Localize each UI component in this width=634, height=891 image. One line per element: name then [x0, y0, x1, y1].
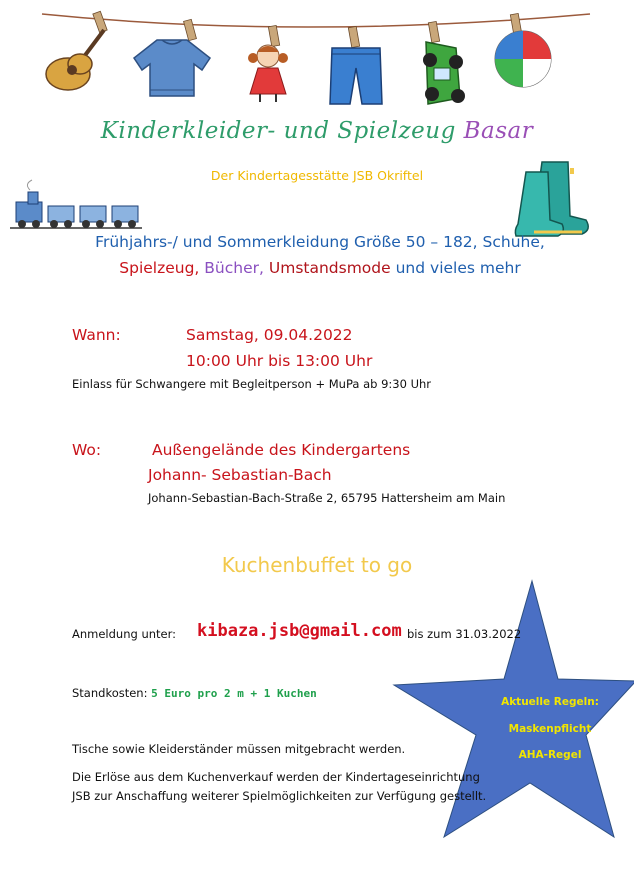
wo-place-2: Johann- Sebastian-Bach [148, 466, 332, 484]
wann-date: Samstag, 09.04.2022 [186, 326, 353, 344]
subtitle: Der Kindertagesstätte JSB Okriftel [210, 168, 424, 183]
star-rule-mask: Maskenpflicht [508, 723, 592, 735]
erloese-line-2: JSB zur Anschaffung weiterer Spielmöglichkeiten zur Verfügung gestellt. [72, 789, 487, 803]
erloese-line-1: Die Erlöse aus dem Kuchenverkauf werden der Kindertageseinrichtung [72, 770, 480, 784]
star-shape [380, 575, 634, 845]
standkosten-line [72, 686, 317, 700]
page-title [0, 118, 634, 144]
standkosten-label: Standkosten: [72, 686, 148, 700]
sweater-icon [132, 36, 212, 98]
beach-ball-icon [492, 28, 554, 90]
standkosten-value: 5 Euro pro 2 m + 1 Kuchen [151, 687, 317, 700]
wo-address: Johann-Sebastian-Bach-Straße 2, 65795 Hattersheim am Main [148, 491, 506, 505]
doll-icon [240, 40, 296, 104]
wo-place-1: Außengelände des Kindergartens [152, 441, 411, 459]
anmeldung-deadline: bis zum 31.03.2022 [407, 627, 522, 641]
guitar-icon [40, 24, 110, 96]
email-link[interactable]: kibaza.jsb@gmail.com [197, 621, 402, 641]
wann-note: Einlass für Schwangere mit Begleitperson + MuPa ab 9:30 Uhr [72, 377, 431, 391]
items-line-2 [60, 259, 580, 277]
toy-car-icon [412, 38, 470, 110]
item-spielzeug: Spielzeug, [119, 259, 200, 277]
tische-note: Tische sowie Kleiderständer müssen mitgebracht werden. [72, 742, 406, 756]
item-umstandsmode: Umstandsmode [268, 259, 391, 277]
title-main: Kinderkleider- und Spielzeug [100, 118, 456, 144]
star-rule-aha: AHA-Regel [518, 749, 582, 761]
items-line-1: Frühjahrs-/ und Sommerkleidung Größe 50 – 182, Schuhe, [95, 233, 545, 251]
item-rest: und vieles mehr [395, 259, 521, 277]
kuchenbuffet-heading: Kuchenbuffet to go [221, 553, 413, 577]
star-rules-heading: Aktuelle Regeln: [501, 696, 599, 708]
wann-time: 10:00 Uhr bis 13:00 Uhr [186, 352, 373, 370]
wann-label: Wann: [72, 326, 121, 344]
anmeldung-label: Anmeldung unter: [72, 627, 177, 641]
title-accent: Basar [463, 118, 534, 144]
rain-boots-icon [512, 158, 604, 238]
item-buecher: Bücher, [204, 259, 264, 277]
trousers-icon [328, 44, 384, 106]
train-icon [10, 186, 142, 232]
wo-label: Wo: [72, 441, 102, 459]
